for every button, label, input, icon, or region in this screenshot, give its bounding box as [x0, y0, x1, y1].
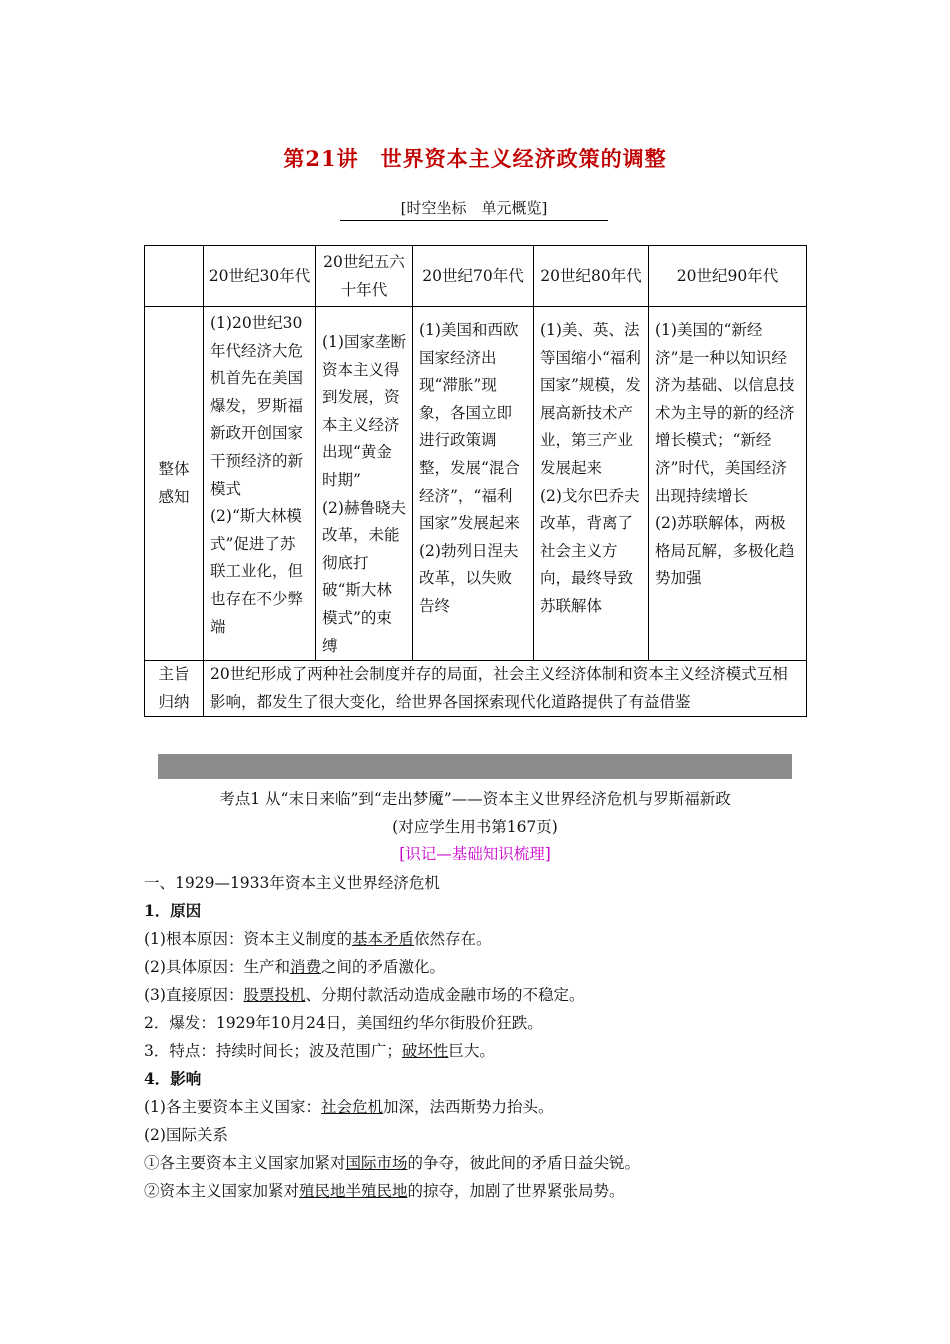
- underlined-term: 社会危机: [320, 1098, 383, 1116]
- overview-table: [144, 245, 807, 717]
- line-impact-countries: [144, 1095, 554, 1117]
- subheading-causes: 1．原因: [144, 901, 202, 920]
- table-row-summary: [145, 661, 807, 717]
- text: 的争夺，彼此间的矛盾日益尖锐。: [407, 1154, 641, 1172]
- text: 3．特点：持续时间长；波及范围广；: [144, 1042, 402, 1060]
- page-title: 第21讲 世界资本主义经济政策的调整: [283, 146, 667, 171]
- text: 、分期付款活动造成金融市场的不稳定。: [305, 986, 585, 1004]
- header-cell-1970s: 20世纪70年代: [413, 246, 534, 307]
- row-label-perception: 整体感知: [145, 307, 204, 661]
- heading-crisis: 一、1929—1933年资本主义世界经济危机: [144, 874, 440, 892]
- table-row-perception: [145, 307, 807, 661]
- underlined-term: 基本矛盾: [351, 930, 414, 948]
- text: ②资本主义国家加紧对: [144, 1182, 300, 1200]
- text: 加深，法西斯势力抬头。: [382, 1098, 554, 1116]
- text: (1)根本原因：资本主义制度的: [144, 930, 352, 948]
- cell-summary: 20世纪形成了两种社会制度并存的局面，社会主义经济体制和资本主义经济模式互相影响，都发生了很大变化，给世界各国探索现代化道路提供了有益借鉴: [204, 661, 807, 717]
- line-market: [144, 1151, 640, 1173]
- row-label-summary: 主旨归纳: [145, 661, 204, 717]
- underlined-term: 消费: [289, 958, 321, 976]
- text: 的掠夺，加剧了世界紧张局势。: [407, 1182, 625, 1200]
- table-header-row: [145, 246, 807, 307]
- line-features: [144, 1039, 495, 1061]
- text: (1)各主要资本主义国家：: [144, 1098, 321, 1116]
- section-subheading: [时空坐标 单元概览]: [340, 197, 608, 221]
- line-outbreak: 2．爆发：1929年10月24日，美国纽约华尔街股价狂跌。: [144, 1014, 543, 1032]
- section-title: 考点1 从“末日来临”到“走出梦魇”——资本主义世界经济危机与罗斯福新政: [219, 790, 731, 808]
- section-banner: [158, 754, 792, 779]
- text: 巨大。: [448, 1042, 495, 1060]
- header-cell-1990s: 20世纪90年代: [649, 246, 807, 307]
- line-direct-cause: [144, 983, 585, 1005]
- line-root-cause: [144, 927, 492, 949]
- line-colonies: [144, 1179, 625, 1201]
- text: 之间的矛盾激化。: [320, 958, 445, 976]
- underlined-term: 破坏性: [401, 1042, 449, 1060]
- line-international: (2)国际关系: [144, 1126, 228, 1144]
- underlined-term: 国际市场: [345, 1154, 408, 1172]
- section-tag: [识记—基础知识梳理]: [399, 845, 551, 863]
- text: (3)直接原因：: [144, 986, 244, 1004]
- text: ①各主要资本主义国家加紧对: [144, 1154, 346, 1172]
- subheading-impact: 4．影响: [144, 1069, 202, 1088]
- page-reference: (对应学生用书第167页): [392, 818, 558, 836]
- header-cell-empty: [145, 246, 204, 307]
- underlined-term: 股票投机: [243, 986, 306, 1004]
- cell-1970s: (1)美国和西欧国家经济出现“滞胀”现象，各国立即进行政策调整，发展“混合经济”，“福利国家”发展起来 (2)勃列日涅夫改革，以失败告终: [413, 307, 534, 661]
- line-specific-cause: [144, 955, 445, 977]
- cell-1980s: (1)美、英、法等国缩小“福利国家”规模，发展高新技术产业，第三产业发展起来 (2)戈尔巴乔夫改革，背离了社会主义方向，最终导致苏联解体: [534, 307, 649, 661]
- text: (2)具体原因：生产和: [144, 958, 290, 976]
- header-cell-1980s: 20世纪80年代: [534, 246, 649, 307]
- underlined-term: 殖民地半殖民地: [299, 1182, 408, 1200]
- cell-1950s60s: (1)国家垄断资本主义得到发展，资本主义经济出现“黄金时期” (2)赫鲁晓夫改革，未能彻底打破“斯大林模式”的束缚: [316, 307, 413, 661]
- cell-1930s: (1)20世纪30年代经济大危机首先在美国爆发，罗斯福新政开创国家干预经济的新模式 (2)“斯大林模式”促进了苏联工业化，但也存在不少弊端: [204, 307, 316, 661]
- text: 依然存在。: [413, 930, 492, 948]
- header-cell-1950s60s: 20世纪五六十年代: [316, 246, 413, 307]
- header-cell-1930s: 20世纪30年代: [204, 246, 316, 307]
- cell-1990s: (1)美国的“新经济”是一种以知识经济为基础、以信息技术为主导的新的经济增长模式；“新经济”时代，美国经济出现持续增长 (2)苏联解体，两极格局瓦解，多极化趋势加强: [649, 307, 807, 661]
